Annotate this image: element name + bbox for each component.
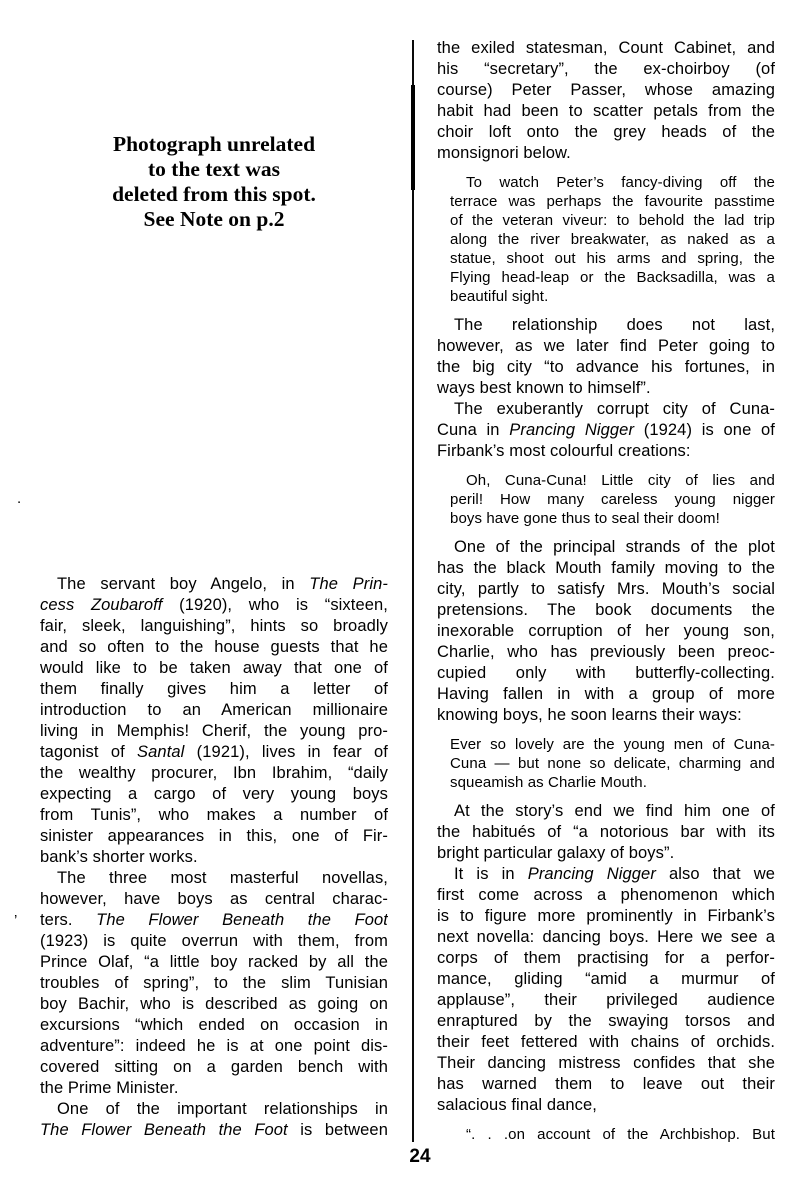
text-line: boy Bachir, who is described as going on — [40, 995, 388, 1013]
text-line: Ever so lovely are the young men of Cuna- — [450, 736, 775, 753]
text-line: squeamish as Charlie Mouth. — [450, 774, 647, 791]
text-line: The three most masterful novellas, — [57, 869, 388, 887]
text-line: bank’s shorter works. — [40, 848, 198, 866]
right-column — [437, 38, 775, 1153]
text-line: ters. The Flower Beneath the Foot — [40, 911, 388, 929]
text-line: habit had been to scatter petals from the — [437, 102, 775, 120]
text-line: bright particular galaxy of boys”. — [437, 844, 675, 862]
text-line: corps of them practising for a perfor- — [437, 949, 775, 967]
text-line: sinister appearances in this, one of Fir- — [40, 827, 388, 845]
text-line: however, have boys as central charac- — [40, 890, 388, 908]
paragraph — [437, 537, 775, 726]
block-quote — [450, 1125, 775, 1144]
text-line: however, as we later find Peter going to — [437, 337, 775, 355]
text-line: inexorable corruption of her young son, — [437, 622, 775, 640]
text-line: Firbank’s most colourful creations: — [437, 442, 691, 460]
text-line: course) Peter Passer, whose amazing — [437, 81, 775, 99]
text-line: along the river breakwater, as naked as a — [450, 231, 775, 248]
text-line: Oh, Cuna-Cuna! Little city of lies and — [466, 472, 775, 489]
paragraph — [437, 801, 775, 864]
text-line: is to figure more prominently in Firbank’s — [437, 907, 775, 925]
text-line: Flying head-leap or the Backsadilla, was a — [450, 269, 775, 286]
text-line: cess Zoubaroff (1920), who is “sixteen, — [40, 596, 388, 614]
text-line: the habitués of “a notorious bar with its — [437, 823, 775, 841]
text-line: of the veteran viveur: to behold the lad trip — [450, 212, 775, 229]
text-line: and so often to the house guests that he — [40, 638, 388, 656]
text-line: introduction to an American millionaire — [40, 701, 388, 719]
text-line: It is in Prancing Nigger also that we — [454, 865, 775, 883]
text-line: boys have gone thus to seal their doom! — [450, 510, 720, 527]
text-line: first come across a phenomenon which — [437, 886, 775, 904]
text-line: Cuna — but none so delicate, charming and — [450, 755, 775, 772]
page-number: 24 — [409, 1146, 431, 1167]
divider-thick-segment — [411, 85, 415, 190]
text-line: terrace was perhaps the favourite passtime — [450, 193, 775, 210]
text-line: Cuna in Prancing Nigger (1924) is one of — [437, 421, 775, 439]
text-line: “. . .on account of the Archbishop. But — [466, 1126, 775, 1143]
notice-line: Photograph unrelated — [112, 132, 316, 156]
paragraph — [40, 574, 388, 868]
text-line: city, partly to satisfy Mrs. Mouth’s social — [437, 580, 775, 598]
text-line: statue, shoot out his arms and spring, the — [450, 250, 775, 267]
scan-artifact-mark: . — [17, 490, 22, 507]
text-line: peril! How many careless young nigger — [450, 491, 775, 508]
text-line: The relationship does not last, — [454, 316, 775, 334]
text-line: expecting a cargo of very young boys — [40, 785, 388, 803]
text-line: knowing boys, he soon learns their ways: — [437, 706, 742, 724]
text-line: the wealthy procurer, Ibn Ibrahim, “daily — [40, 764, 388, 782]
text-line: ways best known to himself”. — [437, 379, 651, 397]
notice-line: to the text was — [148, 157, 280, 181]
text-line: To watch Peter’s fancy-diving off the — [466, 174, 775, 191]
paragraph — [437, 864, 775, 1116]
notice-line: See Note on p.2 — [143, 207, 285, 231]
text-line: the big city “to advance his fortunes, in — [437, 358, 775, 376]
text-line: the exiled statesman, Count Cabinet, and — [437, 39, 775, 57]
block-quote — [450, 735, 775, 792]
text-line: excursions “which ended on occasion in — [40, 1016, 388, 1034]
text-line: has warned them to leave out their — [437, 1075, 775, 1093]
scan-artifact-mark: ’ — [14, 912, 18, 929]
text-line: Prince Olaf, “a little boy racked by all the — [40, 953, 388, 971]
text-line: has the black Mouth family moving to the — [437, 559, 775, 577]
text-line: salacious final dance, — [437, 1096, 597, 1114]
text-line: adventure”: indeed he is at one point dis- — [40, 1037, 388, 1055]
block-quote — [450, 173, 775, 306]
paragraph — [40, 868, 388, 1099]
paragraph — [40, 1099, 388, 1141]
text-line: The servant boy Angelo, in The Prin- — [57, 575, 388, 593]
text-line: pretensions. The book documents the — [437, 601, 775, 619]
text-line: cupied only with butterfly-collecting. — [437, 664, 775, 682]
notice-line: deleted from this spot. — [112, 182, 316, 206]
text-line: choir loft onto the grey heads of the — [437, 123, 775, 141]
text-line: them finally gives him a letter of — [40, 680, 388, 698]
text-line: tagonist of Santal (1921), lives in fear of — [40, 743, 388, 761]
text-line: (1923) is quite overrun with them, from — [40, 932, 388, 950]
text-line: mance, gliding “amid a murmur of — [437, 970, 775, 988]
text-line: the Prime Minister. — [40, 1079, 179, 1097]
text-line: would like to be taken away that one of — [40, 659, 388, 677]
text-line: beautiful sight. — [450, 288, 549, 305]
text-line: their feet fettered with chains of orchids. — [437, 1033, 775, 1051]
left-column — [40, 574, 388, 1141]
text-line: The exuberantly corrupt city of Cuna- — [454, 400, 775, 418]
text-line: next novella: dancing boys. Here we see a — [437, 928, 775, 946]
paragraph — [437, 399, 775, 462]
text-line: fair, sleek, languishing”, hints so broadly — [40, 617, 388, 635]
text-line: At the story’s end we find him one of — [454, 802, 775, 820]
text-line: enraptured by the swaying torsos and — [437, 1012, 775, 1030]
text-line: covered sitting on a garden bench with — [40, 1058, 388, 1076]
photo-deleted-notice — [40, 132, 388, 232]
text-line: troubles of spring”, to the slim Tunisian — [40, 974, 388, 992]
text-line: Having fallen in with a group of more — [437, 685, 775, 703]
text-line: Charlie, who has previously been preoc- — [437, 643, 775, 661]
block-quote — [450, 471, 775, 528]
text-line: monsignori below. — [437, 144, 571, 162]
column-divider-rule — [412, 40, 414, 1142]
text-line: applause”, their privileged audience — [437, 991, 775, 1009]
text-line: his “secretary”, the ex-choirboy (of — [437, 60, 775, 78]
text-line: One of the important relationships in — [57, 1100, 388, 1118]
paragraph — [437, 315, 775, 399]
paragraph — [437, 38, 775, 164]
text-line: The Flower Beneath the Foot is between — [40, 1121, 388, 1139]
text-line: One of the principal strands of the plot — [454, 538, 775, 556]
text-line: living in Memphis! Cherif, the young pro- — [40, 722, 388, 740]
text-line: from Tunis”, who makes a number of — [40, 806, 388, 824]
text-line: Their dancing mistress confides that she — [437, 1054, 775, 1072]
